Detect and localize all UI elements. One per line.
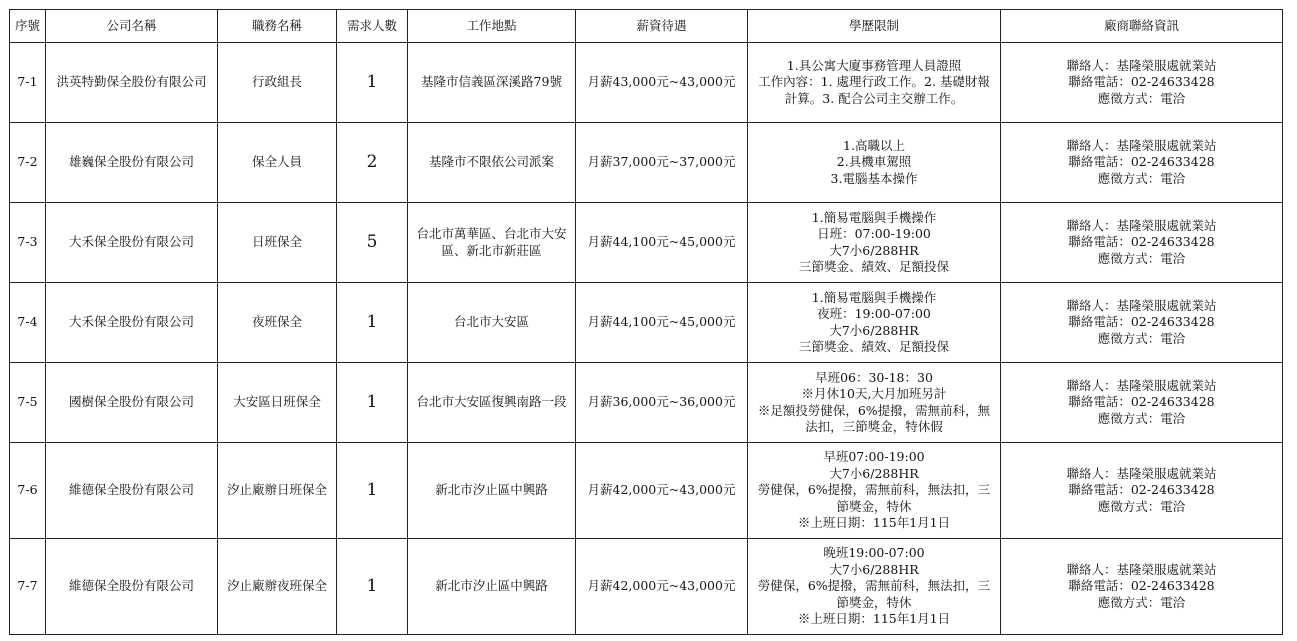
requirement-line: ※月休10天,大月加班另計 (801, 386, 947, 401)
contact-method: 應徵方式：電洽 (1097, 498, 1186, 514)
contact-person: 聯絡人：基隆榮服處就業站 (1066, 465, 1217, 481)
contact-phone: 聯絡電話：02-24633428 (1068, 74, 1215, 90)
contact-person: 聯絡人：基隆榮服處就業站 (1066, 137, 1217, 153)
table-row (10, 123, 1283, 203)
contact-person: 聯絡人：基隆榮服處就業站 (1066, 57, 1217, 73)
row-position: 汐止廠辦夜班保全 (218, 539, 337, 635)
row-position: 夜班保全 (218, 283, 337, 363)
row-position: 保全人員 (218, 123, 337, 203)
row-position: 行政組長 (218, 43, 337, 123)
requirement-line: ※上班日期：115年1月1日 (797, 515, 951, 531)
table-row (10, 43, 1283, 123)
job-listing-table (9, 9, 1283, 635)
row-count: 1 (337, 363, 408, 443)
contact-phone: 聯絡電話：02-24633428 (1068, 578, 1215, 594)
row-location: 台北市大安區復興南路一段 (408, 363, 576, 443)
header-location: 工作地點 (408, 10, 576, 43)
header-position: 職務名稱 (218, 10, 337, 43)
requirement-line: ※上班日期：115年1月1日 (797, 611, 951, 627)
contact-phone: 聯絡電話：02-24633428 (1068, 482, 1215, 498)
row-count: 1 (337, 283, 408, 363)
contact-person: 聯絡人：基隆榮服處就業站 (1066, 561, 1217, 577)
row-count: 2 (337, 123, 408, 203)
contact-method: 應徵方式：電洽 (1097, 330, 1186, 346)
row-salary: 月薪36,000元~36,000元 (576, 363, 748, 443)
row-requirements (748, 43, 1001, 123)
row-location: 基隆市信義區深溪路79號 (408, 43, 576, 123)
table-row (10, 539, 1283, 635)
requirement-line: 3.電腦基本操作 (830, 170, 918, 186)
contact-phone: 聯絡電話：02-24633428 (1068, 234, 1215, 250)
contact-person: 聯絡人：基隆榮服處就業站 (1066, 217, 1217, 233)
row-company: 國樹保全股份有限公司 (46, 363, 218, 443)
requirement-line: 大7小6/288HR (829, 242, 919, 258)
row-contact (1001, 443, 1283, 539)
table-row (10, 443, 1283, 539)
row-requirements (748, 283, 1001, 363)
row-location: 新北市汐止區中興路 (408, 443, 576, 539)
requirement-line: 工作內容：1. 處理行政工作。2. 基礎財報 (758, 74, 990, 90)
requirement-line: 早班07:00-19:00 (823, 449, 925, 465)
header-id: 序號 (10, 10, 46, 43)
row-location: 新北市汐止區中興路 (408, 539, 576, 635)
requirement-line: 晚班19:00-07:00 (823, 545, 925, 561)
header-contact: 廠商聯絡資訊 (1001, 10, 1283, 43)
requirement-line: ※足額投勞健保，6%提撥，需無前科，無 (757, 402, 991, 418)
requirement-line: 1.具公寓大廈事務管理人員證照 (786, 57, 962, 73)
row-company: 維德保全股份有限公司 (46, 443, 218, 539)
row-id: 7-6 (10, 443, 46, 539)
row-location: 基隆市不限依公司派案 (408, 123, 576, 203)
requirement-line: 三節獎金、績效、足額投保 (798, 259, 949, 274)
header-requirements: 學歷限制 (748, 10, 1001, 43)
table-row (10, 283, 1283, 363)
row-count: 1 (337, 539, 408, 635)
row-salary: 月薪44,100元~45,000元 (576, 283, 748, 363)
row-contact (1001, 539, 1283, 635)
row-salary: 月薪37,000元~37,000元 (576, 123, 748, 203)
row-contact (1001, 123, 1283, 203)
row-requirements (748, 539, 1001, 635)
row-salary: 月薪43,000元~43,000元 (576, 43, 748, 123)
requirement-line: 計算。3. 配合公司主交辦工作。 (784, 90, 964, 106)
row-salary: 月薪42,000元~43,000元 (576, 539, 748, 635)
requirement-line: 日班：07:00-19:00 (817, 226, 931, 241)
requirement-line: 法扣，三節獎金，特休假 (805, 419, 943, 434)
row-id: 7-1 (10, 43, 46, 123)
requirement-line: 三節獎金、績效、足額投保 (798, 339, 949, 354)
table-row (10, 363, 1283, 443)
requirement-line: 1.簡易電腦與手機操作 (811, 289, 937, 305)
requirement-line: 夜班：19:00-07:00 (817, 306, 931, 321)
row-salary: 月薪42,000元~43,000元 (576, 443, 748, 539)
contact-phone: 聯絡電話：02-24633428 (1068, 154, 1215, 170)
contact-person: 聯絡人：基隆榮服處就業站 (1066, 297, 1217, 313)
requirement-line: 節獎金，特休 (836, 594, 912, 610)
requirement-line: 大7小6/288HR (829, 465, 919, 481)
contact-method: 應徵方式：電洽 (1097, 410, 1186, 426)
row-requirements (748, 123, 1001, 203)
row-contact (1001, 283, 1283, 363)
row-position: 汐止廠辦日班保全 (218, 443, 337, 539)
requirement-line: 勞健保，6%提撥，需無前科，無法扣，三 (757, 482, 991, 498)
row-requirements (748, 363, 1001, 443)
row-salary: 月薪44,100元~45,000元 (576, 203, 748, 283)
requirement-line: 1.簡易電腦與手機操作 (811, 209, 937, 225)
row-id: 7-7 (10, 539, 46, 635)
row-requirements (748, 443, 1001, 539)
table-row (10, 203, 1283, 283)
requirement-line: 1.高職以上 (843, 137, 905, 153)
row-company: 大禾保全股份有限公司 (46, 203, 218, 283)
contact-phone: 聯絡電話：02-24633428 (1068, 394, 1215, 410)
row-contact (1001, 203, 1283, 283)
requirement-line: 2.具機車駕照 (836, 154, 912, 170)
row-count: 1 (337, 443, 408, 539)
row-count: 1 (337, 43, 408, 123)
row-company: 雄巍保全股份有限公司 (46, 123, 218, 203)
row-position: 大安區日班保全 (218, 363, 337, 443)
row-company: 維德保全股份有限公司 (46, 539, 218, 635)
row-contact (1001, 43, 1283, 123)
requirement-line: 早班06：30-18：30 (815, 369, 933, 385)
header-salary: 薪資待遇 (576, 10, 748, 43)
row-id: 7-4 (10, 283, 46, 363)
contact-method: 應徵方式：電洽 (1097, 594, 1186, 610)
contact-method: 應徵方式：電洽 (1097, 250, 1186, 266)
row-position: 日班保全 (218, 203, 337, 283)
contact-method: 應徵方式：電洽 (1097, 90, 1186, 106)
row-company: 大禾保全股份有限公司 (46, 283, 218, 363)
header-company: 公司名稱 (46, 10, 218, 43)
header-count: 需求人數 (337, 10, 408, 43)
row-id: 7-5 (10, 363, 46, 443)
row-company: 洪英特勤保全股份有限公司 (46, 43, 218, 123)
row-count: 5 (337, 203, 408, 283)
requirement-line: 節獎金，特休 (836, 498, 912, 514)
row-location: 台北市大安區 (408, 283, 576, 363)
row-location: 台北市萬華區、台北市大安區、新北市新莊區 (408, 203, 576, 283)
requirement-line: 大7小6/288HR (829, 322, 919, 338)
header-row (10, 10, 1283, 43)
contact-method: 應徵方式：電洽 (1097, 170, 1186, 186)
requirement-line: 大7小6/288HR (829, 561, 919, 577)
contact-phone: 聯絡電話：02-24633428 (1068, 314, 1215, 330)
requirement-line: 勞健保，6%提撥，需無前科，無法扣，三 (757, 578, 991, 594)
contact-person: 聯絡人：基隆榮服處就業站 (1066, 377, 1217, 393)
row-id: 7-2 (10, 123, 46, 203)
row-contact (1001, 363, 1283, 443)
row-id: 7-3 (10, 203, 46, 283)
row-requirements (748, 203, 1001, 283)
